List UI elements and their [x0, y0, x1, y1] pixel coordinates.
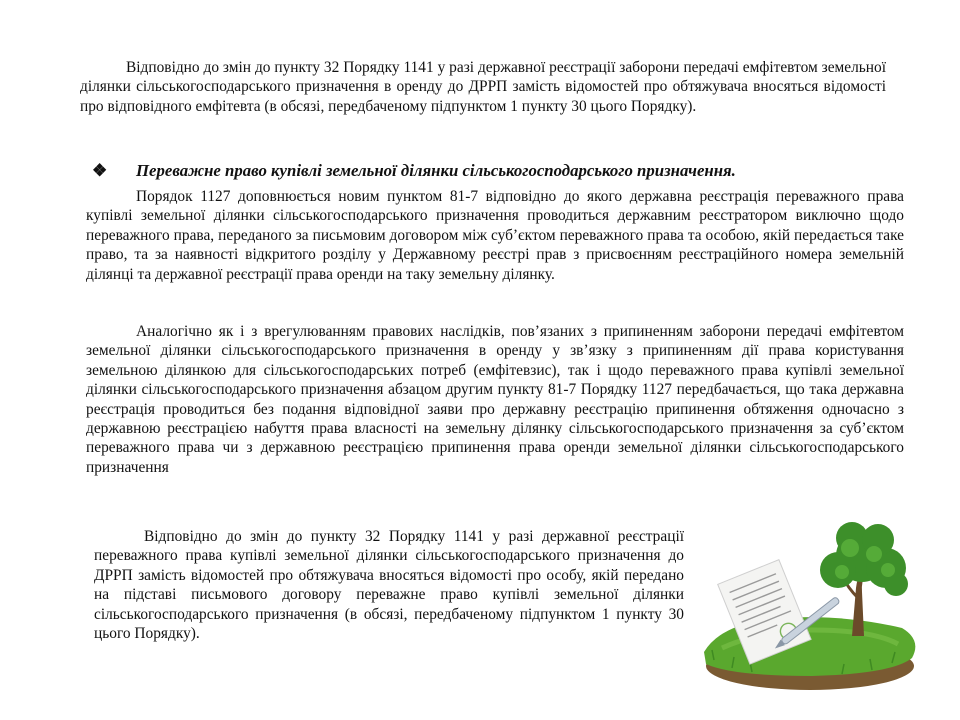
- paragraph-pre-emptive-right-info: Відповідно до змін до пункту 32 Порядку 1141 у разі державної реєстрації переважного права купівлі земельної ділянки сільськогосподарського призначення до ДРРП замість відомостей про обтяжувача вносяться відомості про особу, якій передано на підставі письмового договору переважне право купівлі земельної ділянки сільськогосподарського призначення (в обсязі, передбаченому підпунктом 1 пункту 30 цього Порядку).: [94, 528, 684, 643]
- heading-text: Переважне право купівлі земельної ділянки сільськогосподарського призначення.: [136, 161, 736, 180]
- paragraph-emphyteuta-info: Відповідно до змін до пункту 32 Порядку 1141 у разі державної реєстрації заборони передачі емфітевтом земельної ділянки сільськогосподарського призначення в оренду до ДРРП замість відомостей про обтяжувача вносяться відомості про відповідного емфітевта (в обсязі, передбаченому підпунктом 1 пункту 30 цього Порядку).: [80, 59, 886, 115]
- paragraph-order-1127-amendment: Порядок 1127 доповнюється новим пунктом 81-7 відповідно до якого державна реєстрація переважного права купівлі земельної ділянки сільськогосподарського призначення проводиться державним реєстратором виключно щодо переважного права, переданого за письмовим договором між суб’єктом переважного права та особою, якій передається таке право, та за наявності відкритого розділу у Державному реєстрі прав з присвоєнням реєстраційного номера земельній ділянці та державної реєстрації права оренди на таку земельну ділянку.: [86, 188, 904, 283]
- tree-on-grass-with-document-and-pen-icon: [692, 518, 924, 700]
- paragraph-termination-registration: Аналогічно як і з врегулюванням правових наслідків, пов’язаних з припиненням заборони передачі емфітевтом земельної ділянки сільськогосподарського призначення в оренду у зв’язку з припиненням дії права користування земельною ділянкою для сільськогосподарських потреб (емфітевзис), так і щодо переважного права купівлі земельної ділянки сільськогосподарського призначення абзацом другим пункту 81-7 Порядку 1127 передбачається, що така державна реєстрація проводиться без подання відповідної заяви про державну реєстрацію припинення обтяження одночасно з державною реєстрацією набуття права власності на земельну ділянку сільськогосподарського призначення за суб’єктом переважного права чи з державною реєстрацією припинення права оренди земельної ділянки сільськогосподарського призначення: [86, 323, 904, 476]
- diamond-bullet-icon: ❖: [92, 161, 108, 180]
- section-heading: [92, 160, 912, 181]
